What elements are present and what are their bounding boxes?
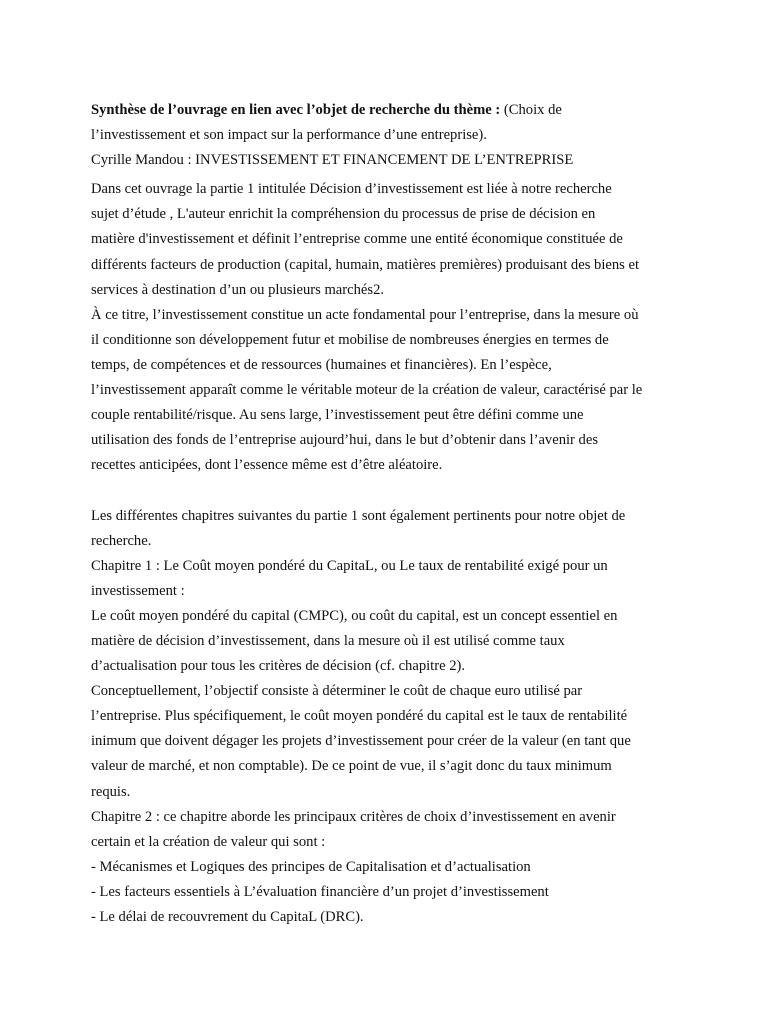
- list-item: - Mécanismes et Logiques des principes de Capitalisation et d’actualisation: [91, 858, 531, 875]
- blank-line: [91, 478, 711, 503]
- paragraph-line: utilisation des fonds de l’entreprise aujourd’hui, dans le but d’obtenir dans l’avenir des: [91, 432, 599, 449]
- author-line: Cyrille Mandou : INVESTISSEMENT ET FINANCEMENT DE L’ENTREPRISE: [91, 152, 574, 169]
- paragraph-line: couple rentabilité/risque. Au sens large, l’investissement peut être défini comme une: [91, 407, 584, 424]
- paragraph-line: matière de décision d’investissement, dans la mesure où il est utilisé comme taux: [91, 632, 565, 649]
- paragraph-line: Le coût moyen pondéré du capital (CMPC), ou coût du capital, est un concept essentiel en: [91, 607, 618, 624]
- list-item: - Les facteurs essentiels à L’évaluation financière d’un projet d’investissement: [91, 883, 549, 900]
- paragraph-line: investissement :: [91, 582, 185, 599]
- list-item: - Le délai de recouvrement du CapitaL (DRC).: [91, 909, 364, 925]
- paragraph-line: l’investissement apparaît comme le véritable moteur de la création de valeur, caractérisé par le: [91, 382, 643, 399]
- paragraph-line: services à destination d’un ou plusieurs marchés2.: [91, 281, 385, 298]
- paragraph-line: d’actualisation pour tous les critères de décision (cf. chapitre 2).: [91, 658, 466, 675]
- paragraph-line: Chapitre 2 : ce chapitre aborde les principaux critères de choix d’investissement en avenir: [91, 808, 616, 825]
- paragraph-line: inimum que doivent dégager les projets d’investissement pour créer de la valeur (en tant que: [91, 733, 631, 750]
- paragraph-line: l’entreprise. Plus spécifiquement, le coût moyen pondéré du capital est le taux de rentabilité: [91, 708, 628, 725]
- paragraph-line: À ce titre, l’investissement constitue un acte fondamental pour l’entreprise, dans la mesure où: [91, 306, 639, 323]
- paragraph-line: différents facteurs de production (capital, humain, matières premières) produisant des biens et: [91, 256, 640, 273]
- paragraph-line: matière d'investissement et définit l’entreprise comme une entité économique constituée de: [91, 231, 623, 248]
- heading-line-1: [91, 98, 711, 123]
- paragraph-line: sujet d’étude , L'auteur enrichit la compréhension du processus de prise de décision en: [91, 206, 596, 223]
- paragraph-line: temps, de compétences et de ressources (humaines et financières). En l’espèce,: [91, 356, 552, 373]
- heading-paren-start: (Choix de: [500, 102, 562, 118]
- paragraph-line: valeur de marché, et non comptable). De ce point de vue, il s’agit donc du taux minimum: [91, 758, 612, 775]
- heading-bold-label: Synthèse de l’ouvrage en lien avec l’objet de recherche du thème :: [91, 102, 501, 118]
- paragraph-line: Les différentes chapitres suivantes du partie 1 sont également pertinents pour notre objet de: [91, 507, 626, 524]
- paragraph-line: recettes anticipées, dont l’essence même est d’être aléatoire.: [91, 457, 443, 474]
- document-page: [91, 98, 711, 930]
- paragraph-line: recherche.: [91, 532, 152, 549]
- paragraph-line: il conditionne son développement futur et mobilise de nombreuses énergies en termes de: [91, 331, 609, 348]
- paragraph-line: Dans cet ouvrage la partie 1 intitulée Décision d’investissement est liée à notre recherche: [91, 181, 612, 198]
- paragraph-line: requis.: [91, 783, 131, 800]
- paragraph-line: Conceptuellement, l’objectif consiste à déterminer le coût de chaque euro utilisé par: [91, 683, 583, 700]
- paragraph-2: [91, 504, 711, 931]
- heading-line-2: l’investissement et son impact sur la performance d’une entreprise).: [91, 127, 487, 144]
- paragraph-1: [91, 177, 711, 478]
- paragraph-line: certain et la création de valeur qui sont :: [91, 833, 326, 850]
- paragraph-line: Chapitre 1 : Le Coût moyen pondéré du CapitaL, ou Le taux de rentabilité exigé pour un: [91, 557, 608, 574]
